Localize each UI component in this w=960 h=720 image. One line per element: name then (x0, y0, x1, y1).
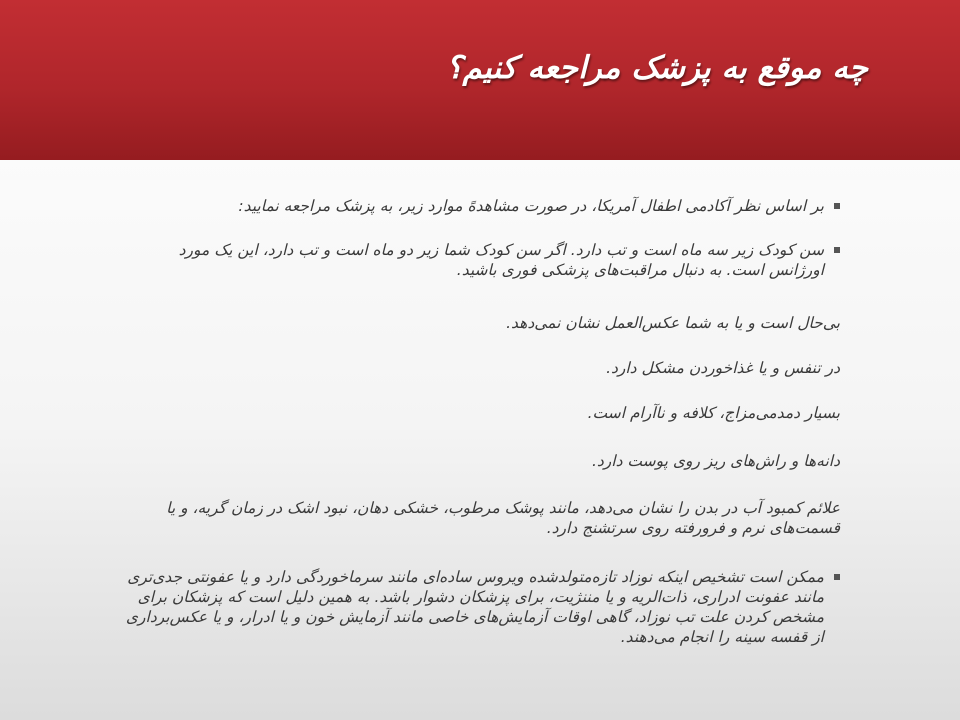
list-item (120, 313, 840, 333)
bullet-marker (834, 203, 840, 209)
item-text: دانه‌ها و راش‌های ریز روی پوست دارد. (591, 452, 840, 470)
list-item (120, 358, 840, 378)
title-banner (0, 0, 960, 160)
list-item (120, 240, 840, 280)
slide-title: چه موقع به پزشک مراجعه کنیم؟ (446, 50, 868, 86)
item-text: بر اساس نظر آکادمی اطفال آمریکا، در صورت مشاهدهً موارد زیر، به پزشک مراجعه نمایید: (238, 197, 824, 215)
bullet-marker (834, 247, 840, 253)
item-text: سن کودک زیر سه ماه است و تب دارد. اگر سن کودک شما زیر دو ماه است و تب دارد، این یک مورد اورژانس است. به دنبال مراقبت‌های پزشکی فوری باشید. (178, 241, 824, 279)
list-item (120, 403, 840, 423)
bullet-marker (834, 574, 840, 580)
item-text: بسیار دمدمی‌مزاج، کلافه و ناآرام است. (587, 404, 840, 422)
item-text: بی‌حال است و یا به شما عکس‌العمل نشان نمی‌دهد. (506, 314, 840, 332)
item-text: علائم کمبود آب در بدن را نشان می‌دهد، مانند پوشک مرطوب، خشکی دهان، نبود اشک در زمان گریه، و یا قسمت‌های نرم و فرورفته روی سرتشنج دارد. (166, 499, 840, 537)
list-item (120, 451, 840, 471)
item-text: در تنفس و یا غذاخوردن مشکل دارد. (606, 359, 840, 377)
item-text: ممکن است تشخیص اینکه نوزاد تازه‌متولدشده ویروس ساده‌ای مانند سرماخوردگی دارد و یا عفونتی جدی‌تری مانند عفونت ادراری، ذات‌الریه و یا مننژیت، برای پزشکان دشوار باشد. به همین دلیل است که پزشکان برای مشخص کردن علت تب نوزاد، گاهی اوقات آزمایش‌های خاصی مانند آزمایش خون و یا ادرار، و یا عکس‌برداری از قفسه سینه را انجام می‌دهند. (125, 568, 824, 646)
list-item (120, 196, 840, 216)
list-item (120, 498, 840, 538)
list-item (120, 567, 840, 647)
